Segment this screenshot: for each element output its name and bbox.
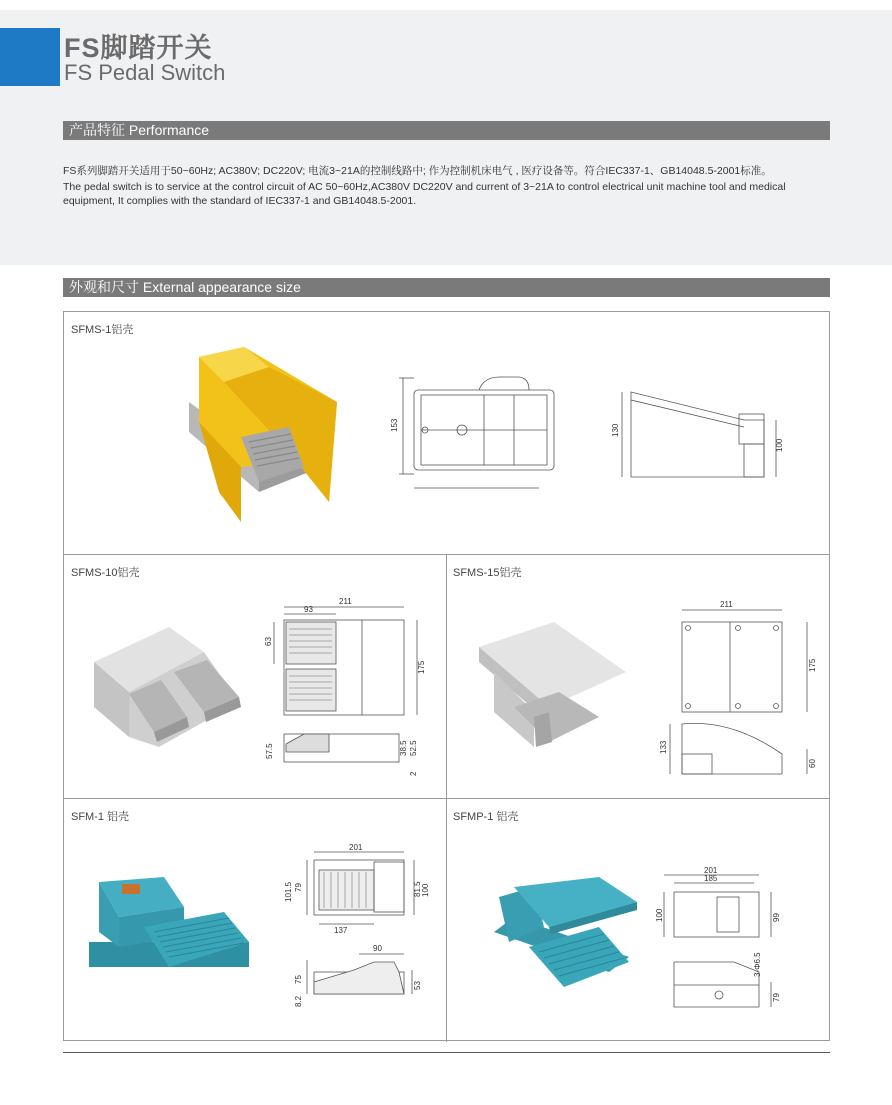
- product-label-sfms-15: SFMS-15铝壳: [453, 567, 522, 579]
- appearance-grid: [63, 311, 830, 1041]
- sfm-1-dim-h2: 53: [413, 981, 422, 990]
- section-appearance-heading: 外观和尺寸 External appearance size: [63, 278, 830, 297]
- sfms-15-dim-width: 211: [720, 600, 733, 609]
- performance-text-cn: FS系列脚踏开关适用于50~60Hz; AC380V; DC220V; 电流3~21A的控制线路中; 作为控制机床电气 , 医疗设备等。符合IEC337-1、GB14048.5-2001标准。: [63, 165, 772, 177]
- sfmp-1-dim-hole: 3-Φ6.5: [753, 952, 762, 977]
- sfmp-1-dim-height: 79: [772, 993, 781, 1002]
- sfms-15-dim-rear: 60: [808, 759, 817, 768]
- sfm-1-dim-width: 201: [349, 843, 363, 852]
- sfmp-1-dim-d2: 99: [772, 913, 781, 922]
- sfms-10-dim-pedal-width: 93: [304, 605, 313, 614]
- sfm-1-dim-h1: 75: [294, 975, 303, 984]
- sfms-1-dim-side-height: 130: [611, 423, 620, 437]
- sfm-1-drawing: [279, 842, 429, 1007]
- sfmp-1-dim-inner: 185: [704, 874, 718, 883]
- product-label-sfmp-1: SFMP-1 铝壳: [453, 811, 519, 823]
- sfms-1-photo: [169, 342, 349, 522]
- performance-text-en: The pedal switch is to service at the control circuit of AC 50~60Hz,AC380V DC220V and current of 3~21A to control electrical unit machine tool and medical equipment, It complies with the standard of IEC337-1 and GB14048.5-2001.: [63, 181, 786, 207]
- sfms-10-dim-width: 211: [339, 597, 352, 606]
- performance-text: [63, 164, 833, 208]
- sfms-1-dim-side-rear: 100: [775, 438, 784, 452]
- sfm-1-dim-d2: 79: [294, 883, 303, 892]
- sfms-1-dim-front-height: 153: [390, 418, 399, 432]
- sfm-1-dim-h3: 8.2: [294, 995, 303, 1007]
- sfm-1-dim-d3: 81.5: [413, 881, 422, 897]
- sfms-10-dim-h1: 57.5: [265, 743, 274, 759]
- sfmp-1-dim-depth: 100: [655, 908, 664, 922]
- sfmp-1-dim-width: 201: [704, 866, 718, 875]
- sfm-1-photo: [84, 872, 254, 992]
- sfmp-1-drawing: [655, 866, 819, 1032]
- sfmp-1-photo: [489, 872, 639, 1007]
- section-performance-heading: 产品特征 Performance: [63, 121, 830, 140]
- sfm-1-dim-d4: 100: [421, 883, 430, 897]
- product-label-sfms-1: SFMS-1铝壳: [71, 324, 134, 336]
- title-english: FS Pedal Switch: [64, 60, 226, 85]
- sfms-1-top-drawing: [389, 372, 564, 502]
- sfms-10-dim-h4: 2: [409, 771, 418, 776]
- accent-block: [0, 28, 60, 86]
- title-chinese: FS脚踏开关: [64, 33, 213, 63]
- sfm-1-dim-inner: 137: [334, 926, 348, 935]
- product-label-sfm-1: SFM-1 铝壳: [71, 811, 130, 823]
- sfms-15-dim-height: 133: [659, 740, 668, 754]
- sfms-10-photo: [89, 622, 249, 752]
- sfm-1-dim-top: 90: [373, 944, 382, 953]
- sfms-15-photo: [474, 617, 634, 752]
- sfms-15-dim-depth: 175: [808, 658, 817, 672]
- sfm-1-dim-d1: 101.5: [284, 881, 293, 902]
- sfms-10-dim-h3: 52.5: [409, 740, 418, 756]
- product-label-sfms-10: SFMS-10铝壳: [71, 567, 140, 579]
- sfms-10-top-drawing: [264, 594, 434, 779]
- bottom-rule: [63, 1052, 830, 1053]
- sfms-15-drawing: [652, 594, 827, 794]
- sfms-10-dim-pedal-depth: 63: [264, 637, 273, 646]
- sfms-10-dim-h2: 38.5: [399, 740, 408, 756]
- sfms-10-dim-depth: 175: [417, 660, 426, 674]
- sfms-1-side-drawing: [604, 382, 784, 492]
- grid-divider: [446, 554, 447, 1042]
